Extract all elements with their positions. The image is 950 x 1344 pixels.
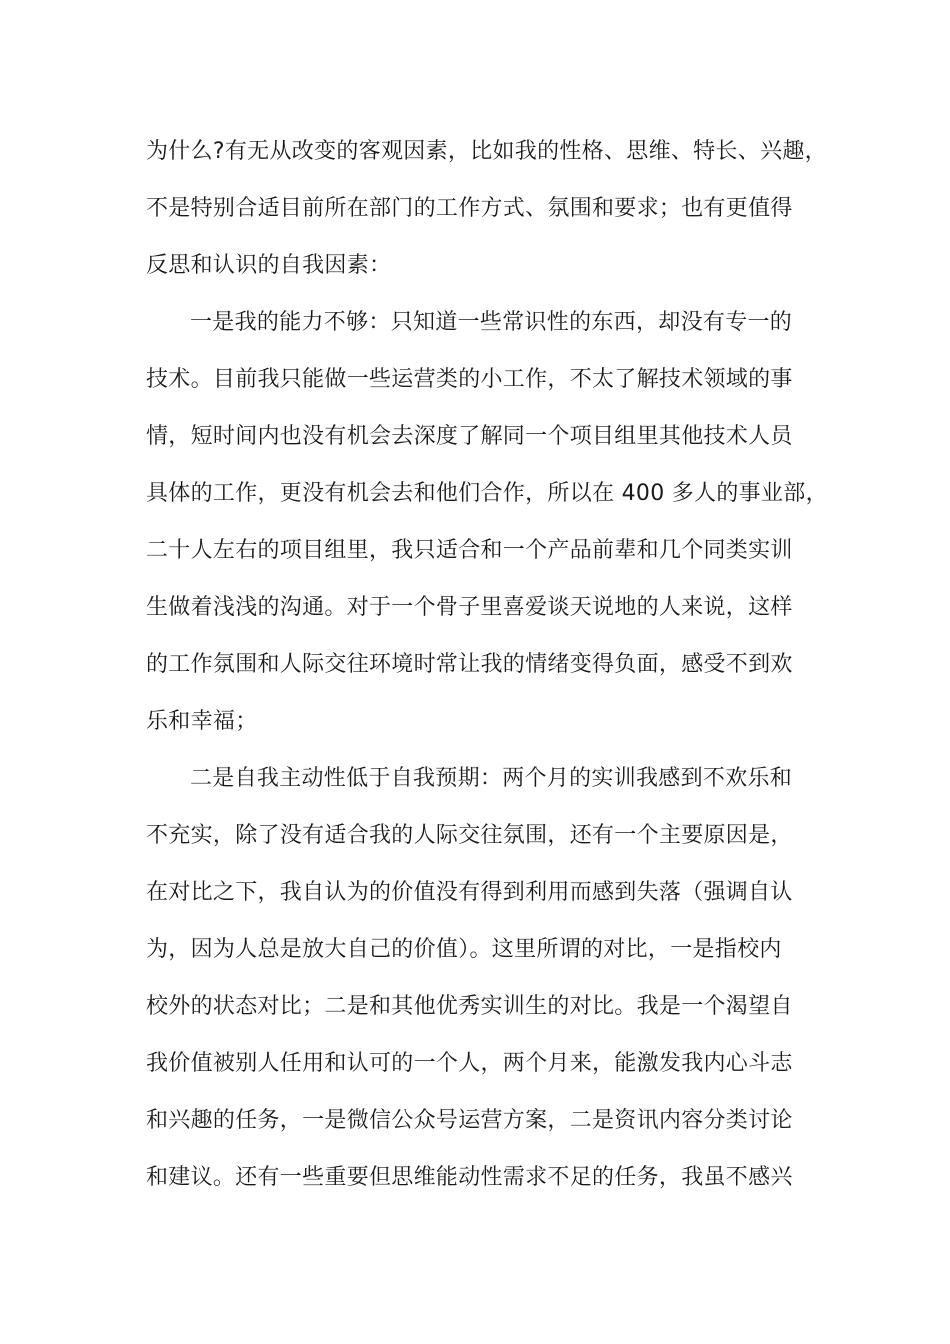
text-line: 为，因为人总是放大自己的价值）。这里所谓的对比，一是指校内 [146,937,782,962]
text-line: 和兴趣的任务，一是微信公众号运营方案，二是资讯内容分类讨论 [146,1108,793,1133]
text-line: 反思和认识的自我因素： [146,253,392,278]
text-line: 生做着浅浅的沟通。对于一个骨子里喜爱谈天说地的人来说，这样 [146,595,793,620]
text-line: 的工作氛围和人际交往环境时常让我的情绪变得负面，感受不到欢 [146,652,793,677]
text-line: 具体的工作，更没有机会去和他们合作，所以在 400 多人的事业部， [146,481,828,506]
text-line: 为什么?有无从改变的客观因素，比如我的性格、思维、特长、兴趣， [146,139,827,164]
text-line: 在对比之下，我自认为的价值没有得到利用而感到失落（强调自认 [146,880,793,905]
text-line: 情，短时间内也没有机会去深度了解同一个项目组里其他技术人员 [146,424,793,449]
text-line: 我价值被别人任用和认可的一个人，两个月来，能激发我内心斗志 [146,1051,793,1076]
text-line: 乐和幸福； [146,709,258,734]
text-line: 不是特别合适目前所在部门的工作方式、氛围和要求；也有更值得 [146,196,793,221]
text-line: 二十人左右的项目组里，我只适合和一个产品前辈和几个同类实训 [146,538,793,563]
text-line: 和建议。还有一些重要但思维能动性需求不足的任务，我虽不感兴 [146,1165,793,1190]
paragraph-first-line: 二是自我主动性低于自我预期：两个月的实训我感到不欢乐和 [190,766,793,791]
paragraph-first-line: 一是我的能力不够：只知道一些常识性的东西，却没有专一的 [190,310,793,335]
text-line: 校外的状态对比；二是和其他优秀实训生的对比。我是一个渴望自 [146,994,793,1019]
text-line: 技术。目前我只能做一些运营类的小工作，不太了解技术领域的事 [146,367,793,392]
text-line: 不充实，除了没有适合我的人际交往氛围，还有一个主要原因是， [146,823,793,848]
